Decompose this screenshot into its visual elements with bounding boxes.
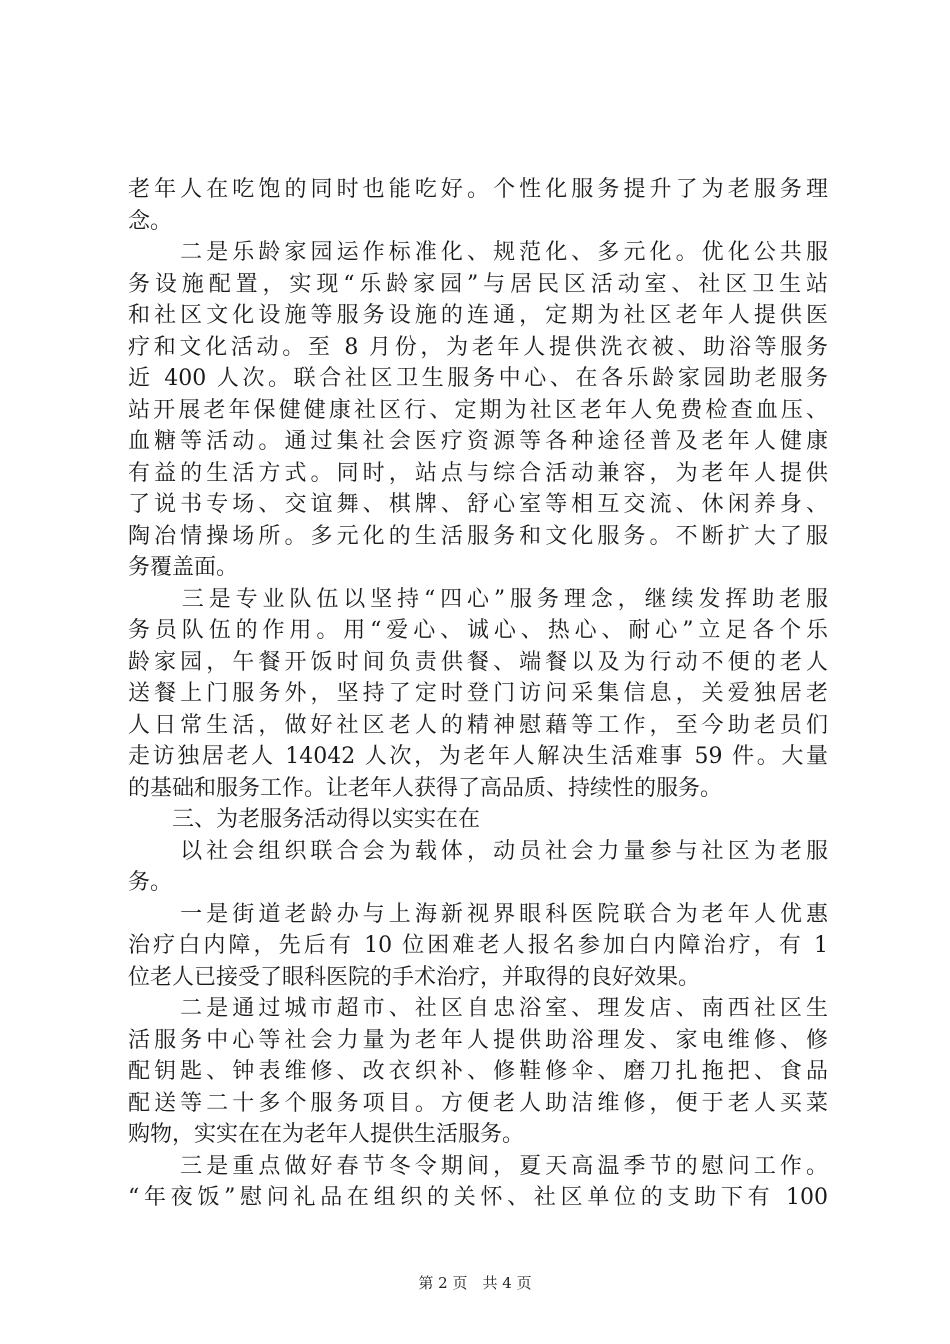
- text-line: “年夜饭”慰问礼品在组织的关怀、社区单位的支助下有 100: [128, 1185, 828, 1210]
- text-line: 和社区文化设施等服务设施的连通，定期为社区老年人提供医: [128, 303, 828, 328]
- text-line: 走访独居老人 14042 人次，为老年人解决生活难事 59 件。大量: [128, 744, 828, 769]
- text-line: 疗和文化活动。至 8 月份，为老年人提供洗衣被、助浴等服务: [128, 334, 828, 360]
- text-line: 陶冶情操场所。多元化的生活服务和文化服务。不断扩大了服: [128, 523, 828, 549]
- text-line: 二是通过城市超市、社区自忠浴室、理发店、南西社区生: [128, 996, 828, 1021]
- text-line: 购物，实实在在为老年人提供生活服务。: [128, 1122, 525, 1147]
- text-line: 一是街道老龄办与上海新视界眼科医院联合为老年人优惠: [128, 901, 828, 927]
- text-line: 二是乐龄家园运作标准化、规范化、多元化。优化公共服: [128, 240, 828, 265]
- text-line: 的基础和服务工作。让老年人获得了高品质、持续性的服务。: [128, 775, 723, 801]
- text-line: 近 400 人次。联合社区卫生服务中心、在各乐龄家园助老服务: [128, 366, 828, 391]
- text-line: 血糖等活动。通过集社会医疗资源等各种途径普及老年人健康: [128, 429, 828, 454]
- text-line: 三、为老服务活动得以实实在在: [128, 807, 481, 832]
- text-line: 位老人已接受了眼科医院的手术治疗，并取得的良好效果。: [128, 964, 701, 990]
- text-line: 务员队伍的作用。用“爱心、诚心、热心、耐心”立足各个乐: [128, 618, 828, 643]
- text-line: 务。: [128, 870, 173, 895]
- text-line: 配钥匙、钟表维修、改衣织补、修鞋修伞、磨刀扎拖把、食品: [128, 1059, 828, 1084]
- text-line: 站开展老年保健健康社区行、定期为社区老年人免费检查血压、: [128, 397, 828, 423]
- text-line: 有益的生活方式。同时，站点与综合活动兼容，为老年人提供: [128, 460, 828, 486]
- text-line: 务设施配置，实现“乐龄家园”与居民区活动室、社区卫生站: [128, 271, 828, 297]
- text-line: 三是专业队伍以坚持“四心”服务理念，继续发挥助老服: [128, 586, 828, 612]
- text-line: 以社会组织联合会为载体，动员社会力量参与社区为老服: [128, 838, 828, 864]
- page-footer: 第 2 页 共 4 页: [418, 1274, 532, 1292]
- text-line: 送餐上门服务外，坚持了定时登门访问采集信息，关爱独居老: [128, 681, 828, 706]
- text-line: 龄家园，午餐开饭时间负责供餐、端餐以及为行动不便的老人: [128, 649, 828, 675]
- text-line: 三是重点做好春节冬令期间，夏天高温季节的慰问工作。: [128, 1153, 828, 1179]
- text-line: 老年人在吃饱的同时也能吃好。个性化服务提升了为老服务理: [128, 177, 828, 202]
- text-line: 治疗白内障，先后有 10 位困难老人报名参加白内障治疗，有 1: [128, 933, 828, 958]
- text-line: 人日常生活，做好社区老人的精神慰藉等工作，至今助老员们: [128, 712, 828, 738]
- text-line: 配送等二十多个服务项目。方便老人助洁维修，便于老人买菜: [128, 1090, 828, 1116]
- text-line: 活服务中心等社会力量为老年人提供助浴理发、家电维修、修: [128, 1027, 828, 1053]
- text-line: 了说书专场、交谊舞、棋牌、舒心室等相互交流、休闲养身、: [128, 492, 828, 517]
- text-line: 念。: [128, 208, 173, 234]
- text-line: 务覆盖面。: [128, 555, 239, 580]
- document-body: [128, 174, 828, 1214]
